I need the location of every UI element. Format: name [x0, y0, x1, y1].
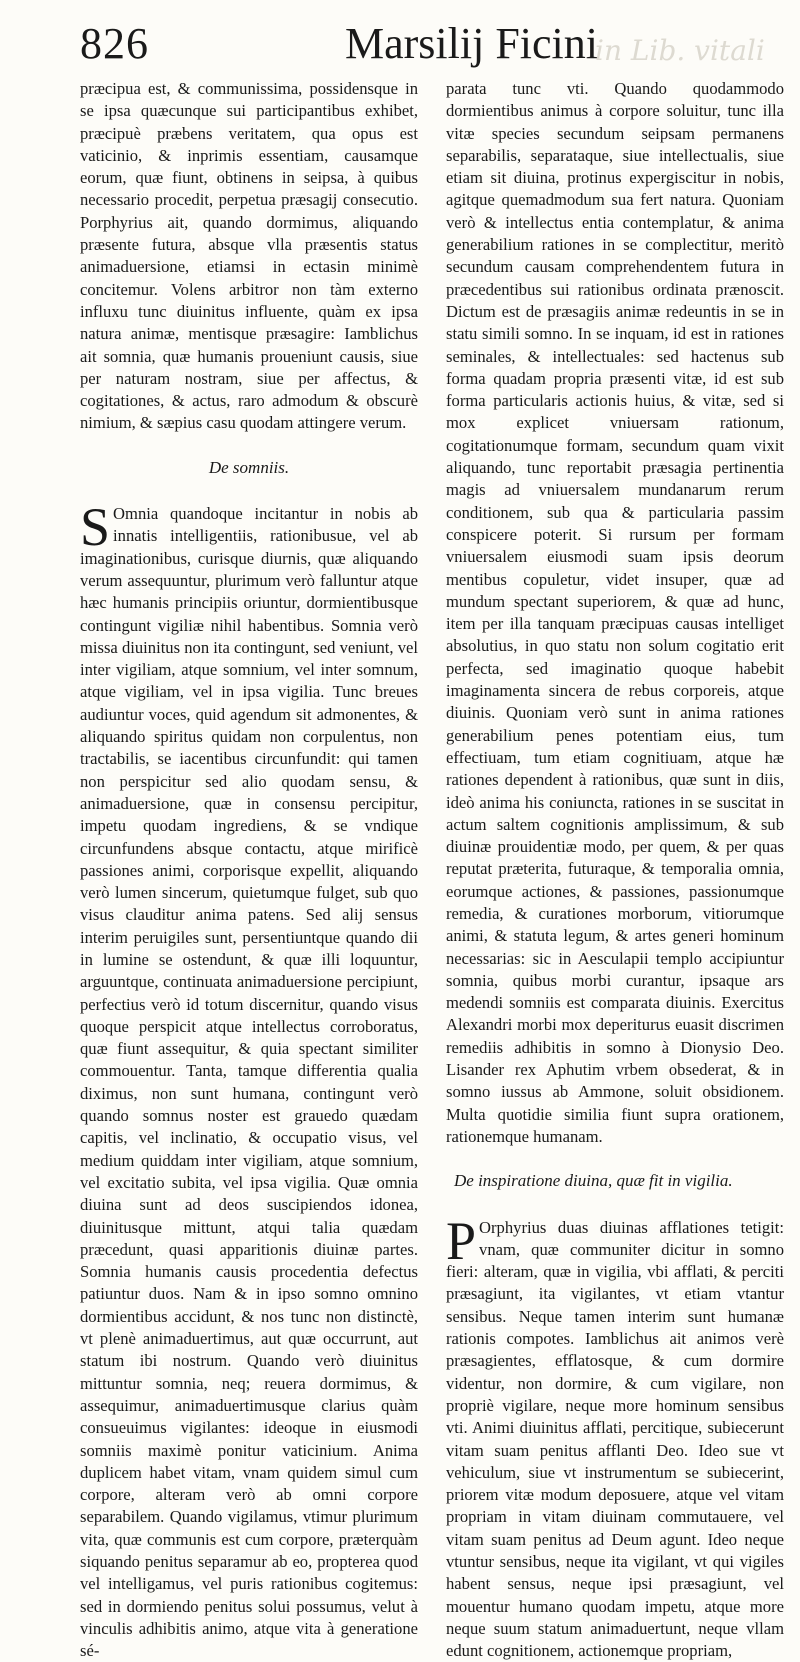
right-paragraph-2	[446, 1210, 784, 1662]
section-heading-de-inspiratione: De inspiratione diuina, quæ fit in vigilia.	[454, 1171, 733, 1191]
page-number: 826	[80, 19, 149, 68]
dropcap-p: P	[446, 1210, 477, 1271]
left-column	[80, 78, 418, 1662]
bleed-through-text: in Lib. vitali	[595, 34, 765, 67]
right-paragraph-1: parata tunc vti. Quando quodammodo dormientibus animus à corpore soluitur, tunc illa vitæ species secundum seipsam permanens separabilis, separataque, siue intellectualis, siue etiam sit diuina, protinus expergiscitur in nobis, agitque quemadmodum sua fert natura. Quoniam verò & intellectus entia contemplatur, & anima generabilium rationes in se complectitur, meritò secundum causam comprehendentem futura in præcedentibus sui rationibus ordinata prænoscit. Dictum est de præsagiis animæ redeuntis in se in statu simili somno. In se inquam, id est in rationes seminales, & intellectuales: sed hactenus sub forma quadam propria præsenti vitæ, id est sub forma particularis actionis huius, & vitæ, sed si mox explicet vniuersam rationum, cogitationumque formam, secundum quam vixit aliquando, tunc reportabit præsagia pertinentia magis ad vniuersalem mundanarum rerum conditionem, sub qua & particularia passim conspicere poterit. Si rursum per formam vniuersalem eiusmodi suam ipsis deorum mentibus copuletur, videt insuper, quæ ad mundum spectant superiorem, & quæ ad hunc, item per illa tanquam præcipuas causas intelliget absolutius, in quo statu non solum cogitatio erit perfecta, sed imaginatio quoque habebit imaginamenta sincera de rebus corporeis, atque diuinis. Quoniam verò sunt in anima rationes generabilium penes potentiam eius, tum effectiuam, tum etiam cognitiuam, atque hæ rationes dependent à rationibus, quæ sunt in diis, ideò anima his coniuncta, rationes in se suscitat in actum saltem cognitionis amplissimum, & sub diuinæ prouidentiæ modo, per quem, & per quas reputat præterita, futuraque, & temporalia omnia, eorumque actiones, & passiones, passionumque remedia, & curationes morborum, vitiorumque animi, & statuta legum, & artes generi hominum necessarias: sic in Aesculapii templo accipiuntur somnia, quibus morbi curantur, ipsaque ars medendi somniis est comparata diuinis. Exercitus Alexandri morbi mox deperiturus euasit discrimen remediis adhibitis in somno à Dionysio Deo. Lisander rex Aphutim vrbem obsederat, & in somno iussus ab Ammone, soluit obsidionem. Multa quotidie similia fiunt supra orationem, rationemque humanam.	[446, 79, 784, 1146]
section-heading-de-somniis: De somniis.	[208, 457, 290, 477]
right-paragraph-2-text: Orphyrius duas diuinas afflationes tetigit: vnam, quæ communiter dicitur in somno fieri: alteram, quæ in vigilia, vbi afflati, & perciti præsagiunt, ita vigilantes, vt etiam vtantur sensibus. Neque tamen interim sunt humanæ rationis compotes. Iamblichus ait animos verè præsagientes, efflatosque, & cum dormire videntur, non dormire, & cum vigilare, non propriè vigilare, neque more hominum sensibus vti. Animi diuinitus afflati, percitique, subiecerunt vitam suam penitus afflanti Deo. Ideo sue vt vehiculum, siue vt instrumentum se subiecerint, priorem vitæ modum deposuere, atque vel vitam propriam in vitam diuinam commutauere, vel vitam suam penitus ad Deum agunt. Ideo neque vtuntur sensibus, neque ita vigilant, vt qui vigiles habent sensus, neque ipsi præsagiunt, vel mouentur humano quodam impetu, atque more neque suum statum animaduertunt, neque vllam edunt cognitionem, actionemque propriam,	[446, 1217, 784, 1661]
page-header	[80, 18, 780, 74]
right-column	[446, 78, 784, 1662]
left-paragraph-2-text: Omnia quandoque incitantur in nobis ab innatis intelligentiis, rationibusue, vel ab imaginationibus, curisque diurnis, quæ aliquando verum assequuntur, plurimum verò falluntur atque hæc humanis principiis oriuntur, dormientibusque contingunt vigiliæ nihil habentibus. Somnia verò missa diuinitus non ita contingunt, sed veniunt, vel inter vigiliam, atque somnium, vel inter somnum, atque vigiliam, vel in ipsa vigilia. Tunc breues audiuntur voces, quid agendum sit admonentes, & aliquando spiritus quidam non corpulentus, non tractabilis, se iacentibus circunfundit: qui tamen non perspicitur sed alio quodam sensu, & animaduersione, quæ in consensu percipitur, impetu quodam ingrediens, & se vndique circunfundens absque contactu, atque mirificè passiones animi, corporisque expellit, aliquando verò lumen sincerum, quietumque fulget, sub quo visus clauditur anima patens. Sed alij sensus interim peruigiles sunt, persentiuntque quando dii in lumine se ostendunt, & quæ illi loquuntur, arguuntque, continuata animaduersione percipiunt, perfectius verò id totum discernitur, quando visus quoque perspicit atque intellectus corroboratus, quæ fiunt assequitur, & quia spectant similiter commouentur. Tanta, tamque differentia qualia diximus, non sunt humana, contingunt verò quando somnus noster est grauedo quædam capitis, vel inclinatio, & occupatio visus, vel medium quiddam inter vigiliam, atque somnium, vel excitatio subita, vel ipsa vigilia. Quæ omnia diuina sunt ad deos suscipiendos idonea, diuinitusque mittunt, atqui talia quædam præcedunt, quasi apparitionis diuinæ partes. Somnia humanis causis procedentia defectus patiuntur duos. Nam & in ipso somno omnino dormientibus accidunt, & nos tunc non distinctè, vt plenè animaduertimus, aut quæ occurrunt, aut statum ibi nostrum. Quando verò diuinitus mittuntur somnia, neq; reuera dormimus, & assequimur, animaduertimusque clarius quàm consueuimus vigilantes: ideoque in eiusmodi somniis maximè ponitur vaticinium. Anima duplicem habet vitam, vnam quidem simul cum corpore, alteram verò ab omni corpore separabilem. Quando vigilamus, vtimur plurimum vita, quæ communis est cum corpore, præterquàm siquando penitus separamur ab eo, propterea quod vel intelligamus, vel puris rationibus cogitemus: sed in dormiendo penitus solui possumus, velut à vinculis adhibitis animo, atque vita à generatione sé-	[80, 504, 418, 1661]
left-paragraph-2	[80, 497, 418, 1662]
running-title: Marsilij Ficini	[345, 19, 598, 68]
left-paragraph-1: præcipua est, & communissima, possidensque in se ipsa quæcunque sui participantibus exhibet, præcipuè præbens veritatem, qua opus est vaticinio, & inprimis essentiam, causamque eorum, quæ fiunt, obtinens in seipsa, à quibus necessario procedit, perpetua præsagij consecutio. Porphyrius ait, quando dormimus, aliquando præsente futura, absque vlla præsentis status animaduersione, etiamsi in ectasin minimè concitemur. Volens arbitror non tàm externo influxu tunc diuinitus influente, quàm ex ipsa natura animæ, mentisque præsagire: Iamblichus ait somnia, quæ humanis proueniunt causis, siue per naturam nostram, siue per affectus, & cogitationes, & actus, raro admodum & obscurè nimium, & sæpius casu quodam attingere verum.	[80, 79, 418, 433]
dropcap-s: S	[80, 497, 111, 558]
